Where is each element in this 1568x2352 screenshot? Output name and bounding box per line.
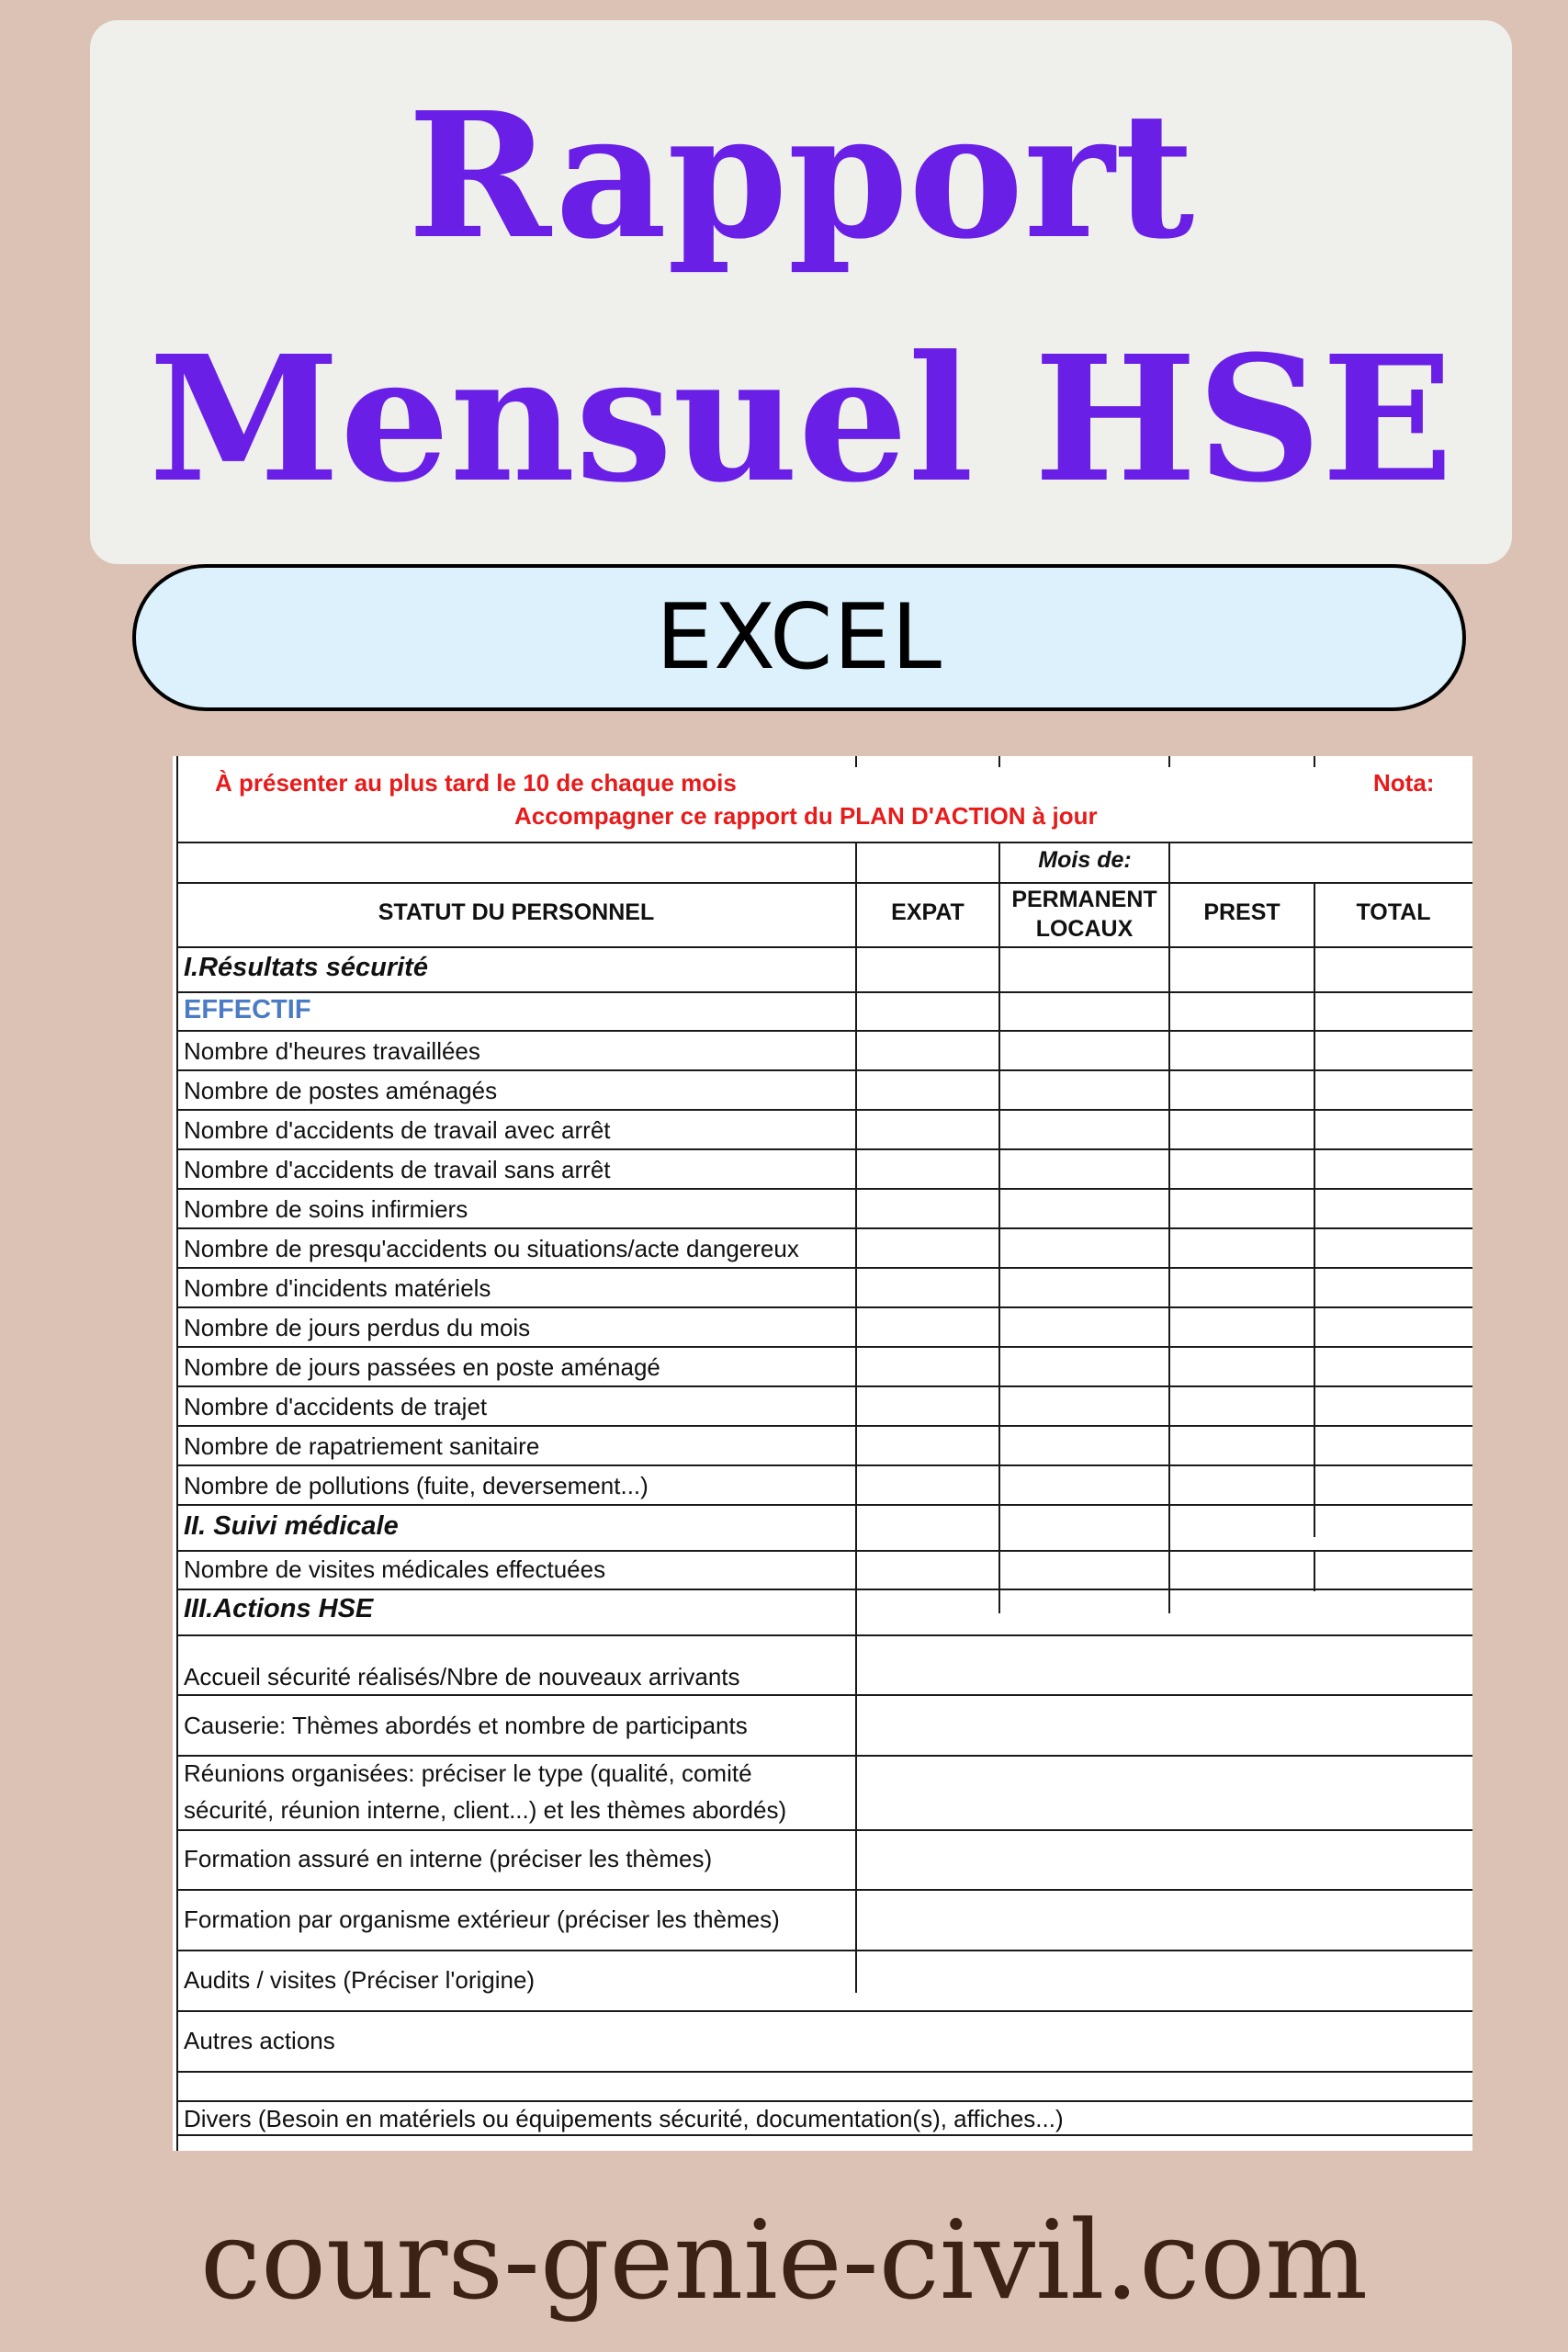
grid-line [176,2100,1472,2102]
title-card [90,20,1512,564]
grid-line [176,1346,1472,1348]
table-row: Nombre de rapatriement sanitaire [184,1432,540,1460]
table-row: Nombre de soins infirmiers [184,1195,468,1223]
grid-line [176,1694,1472,1696]
grid-line [176,1634,1472,1636]
grid-line [176,756,178,2151]
header-locaux: LOCAUX [1035,916,1134,942]
grid-line [176,1829,1472,1831]
grid-line [176,1950,1472,1951]
table-row: Causerie: Thèmes abordés et nombre de participants [184,1712,748,1739]
grid-line [1314,1550,1315,1590]
header-statut: STATUT DU PERSONNEL [378,899,655,925]
grid-line [855,756,857,767]
note-nota: Nota: [1373,769,1435,797]
grid-line [176,1504,1472,1506]
grid-line [176,1188,1472,1190]
title-line-1: Rapport [407,74,1195,277]
grid-line [855,842,857,1993]
table-row: Nombre de jours passées en poste aménagé [184,1353,660,1381]
excel-badge [132,564,1466,711]
grid-line [176,1148,1472,1150]
section-actions-hse: III.Actions HSE [184,1594,374,1623]
effectif-label: EFFECTIF [184,995,311,1024]
table-row: Réunions organisées: préciser le type (qualité, comité [184,1759,752,1787]
grid-line [176,882,1472,884]
grid-line [176,2134,1472,2136]
grid-line [176,1385,1472,1387]
grid-line [176,842,1472,843]
table-row: Accueil sécurité réalisés/Nbre de nouveaux arrivants [184,1663,740,1690]
grid-line [176,1889,1472,1891]
grid-line [176,1755,1472,1757]
table-row: Nombre d'accidents de travail sans arrêt [184,1156,611,1183]
excel-badge-label: EXCEL [656,585,942,690]
grid-line [176,991,1472,993]
table-row: Nombre de jours perdus du mois [184,1314,531,1341]
table-row: Nombre de visites médicales effectuées [184,1555,606,1583]
note-deadline: À présenter au plus tard le 10 de chaque mois [215,769,737,797]
title-line-2: Mensuel HSE [148,318,1454,521]
note-plan-action: Accompagner ce rapport du PLAN D'ACTION à jour [514,802,1098,830]
grid-line [176,1306,1472,1308]
grid-line [176,1464,1472,1466]
grid-line [1314,882,1315,1537]
section-suivi-medicale: II. Suivi médicale [184,1511,399,1541]
grid-line [1314,756,1315,767]
website-footer: cours-genie-civil.com [199,2197,1369,2324]
spreadsheet-preview [173,756,1472,2151]
table-row: Nombre d'heures travaillées [184,1037,480,1065]
header-total: TOTAL [1356,899,1431,925]
table-row: Formation par organisme extérieur (préciser les thèmes) [184,1905,780,1933]
table-row: Nombre d'accidents de travail avec arrêt [184,1116,611,1144]
grid-line [176,1425,1472,1427]
grid-line [998,756,1000,767]
table-row: Nombre de postes aménagés [184,1077,498,1104]
divers-row: Divers (Besoin en matériels ou équipements sécurité, documentation(s), affiches...) [184,2105,1064,2132]
grid-line [176,1550,1472,1552]
table-row: Audits / visites (Préciser l'origine) [184,1966,536,1994]
grid-line [1168,756,1170,767]
table-row: Nombre de presqu'accidents ou situations/acte dangereux [184,1235,799,1262]
table-row: Nombre de pollutions (fuite, deversement...) [184,1472,649,1499]
grid-line [176,1267,1472,1269]
section-resultats-securite: I.Résultats sécurité [184,953,428,982]
table-row: Nombre d'incidents matériels [184,1274,491,1302]
grid-line [176,1589,1472,1590]
table-row: Formation assuré en interne (préciser les thèmes) [184,1845,713,1872]
table-row: Autres actions [184,2027,335,2054]
header-permanent: PERMANENT [1011,887,1157,912]
header-prest: PREST [1203,899,1280,925]
table-row: Nombre d'accidents de trajet [184,1393,488,1420]
mois-label: Mois de: [1038,847,1132,873]
grid-line [176,1030,1472,1032]
grid-line [176,1227,1472,1229]
table-row: sécurité, réunion interne, client...) et les thèmes abordés) [184,1796,787,1824]
grid-line [176,1069,1472,1071]
grid-line [176,946,1472,948]
grid-line [176,2010,1472,2012]
header-expat: EXPAT [891,899,964,925]
grid-line [176,1109,1472,1111]
grid-line [176,2071,1472,2073]
